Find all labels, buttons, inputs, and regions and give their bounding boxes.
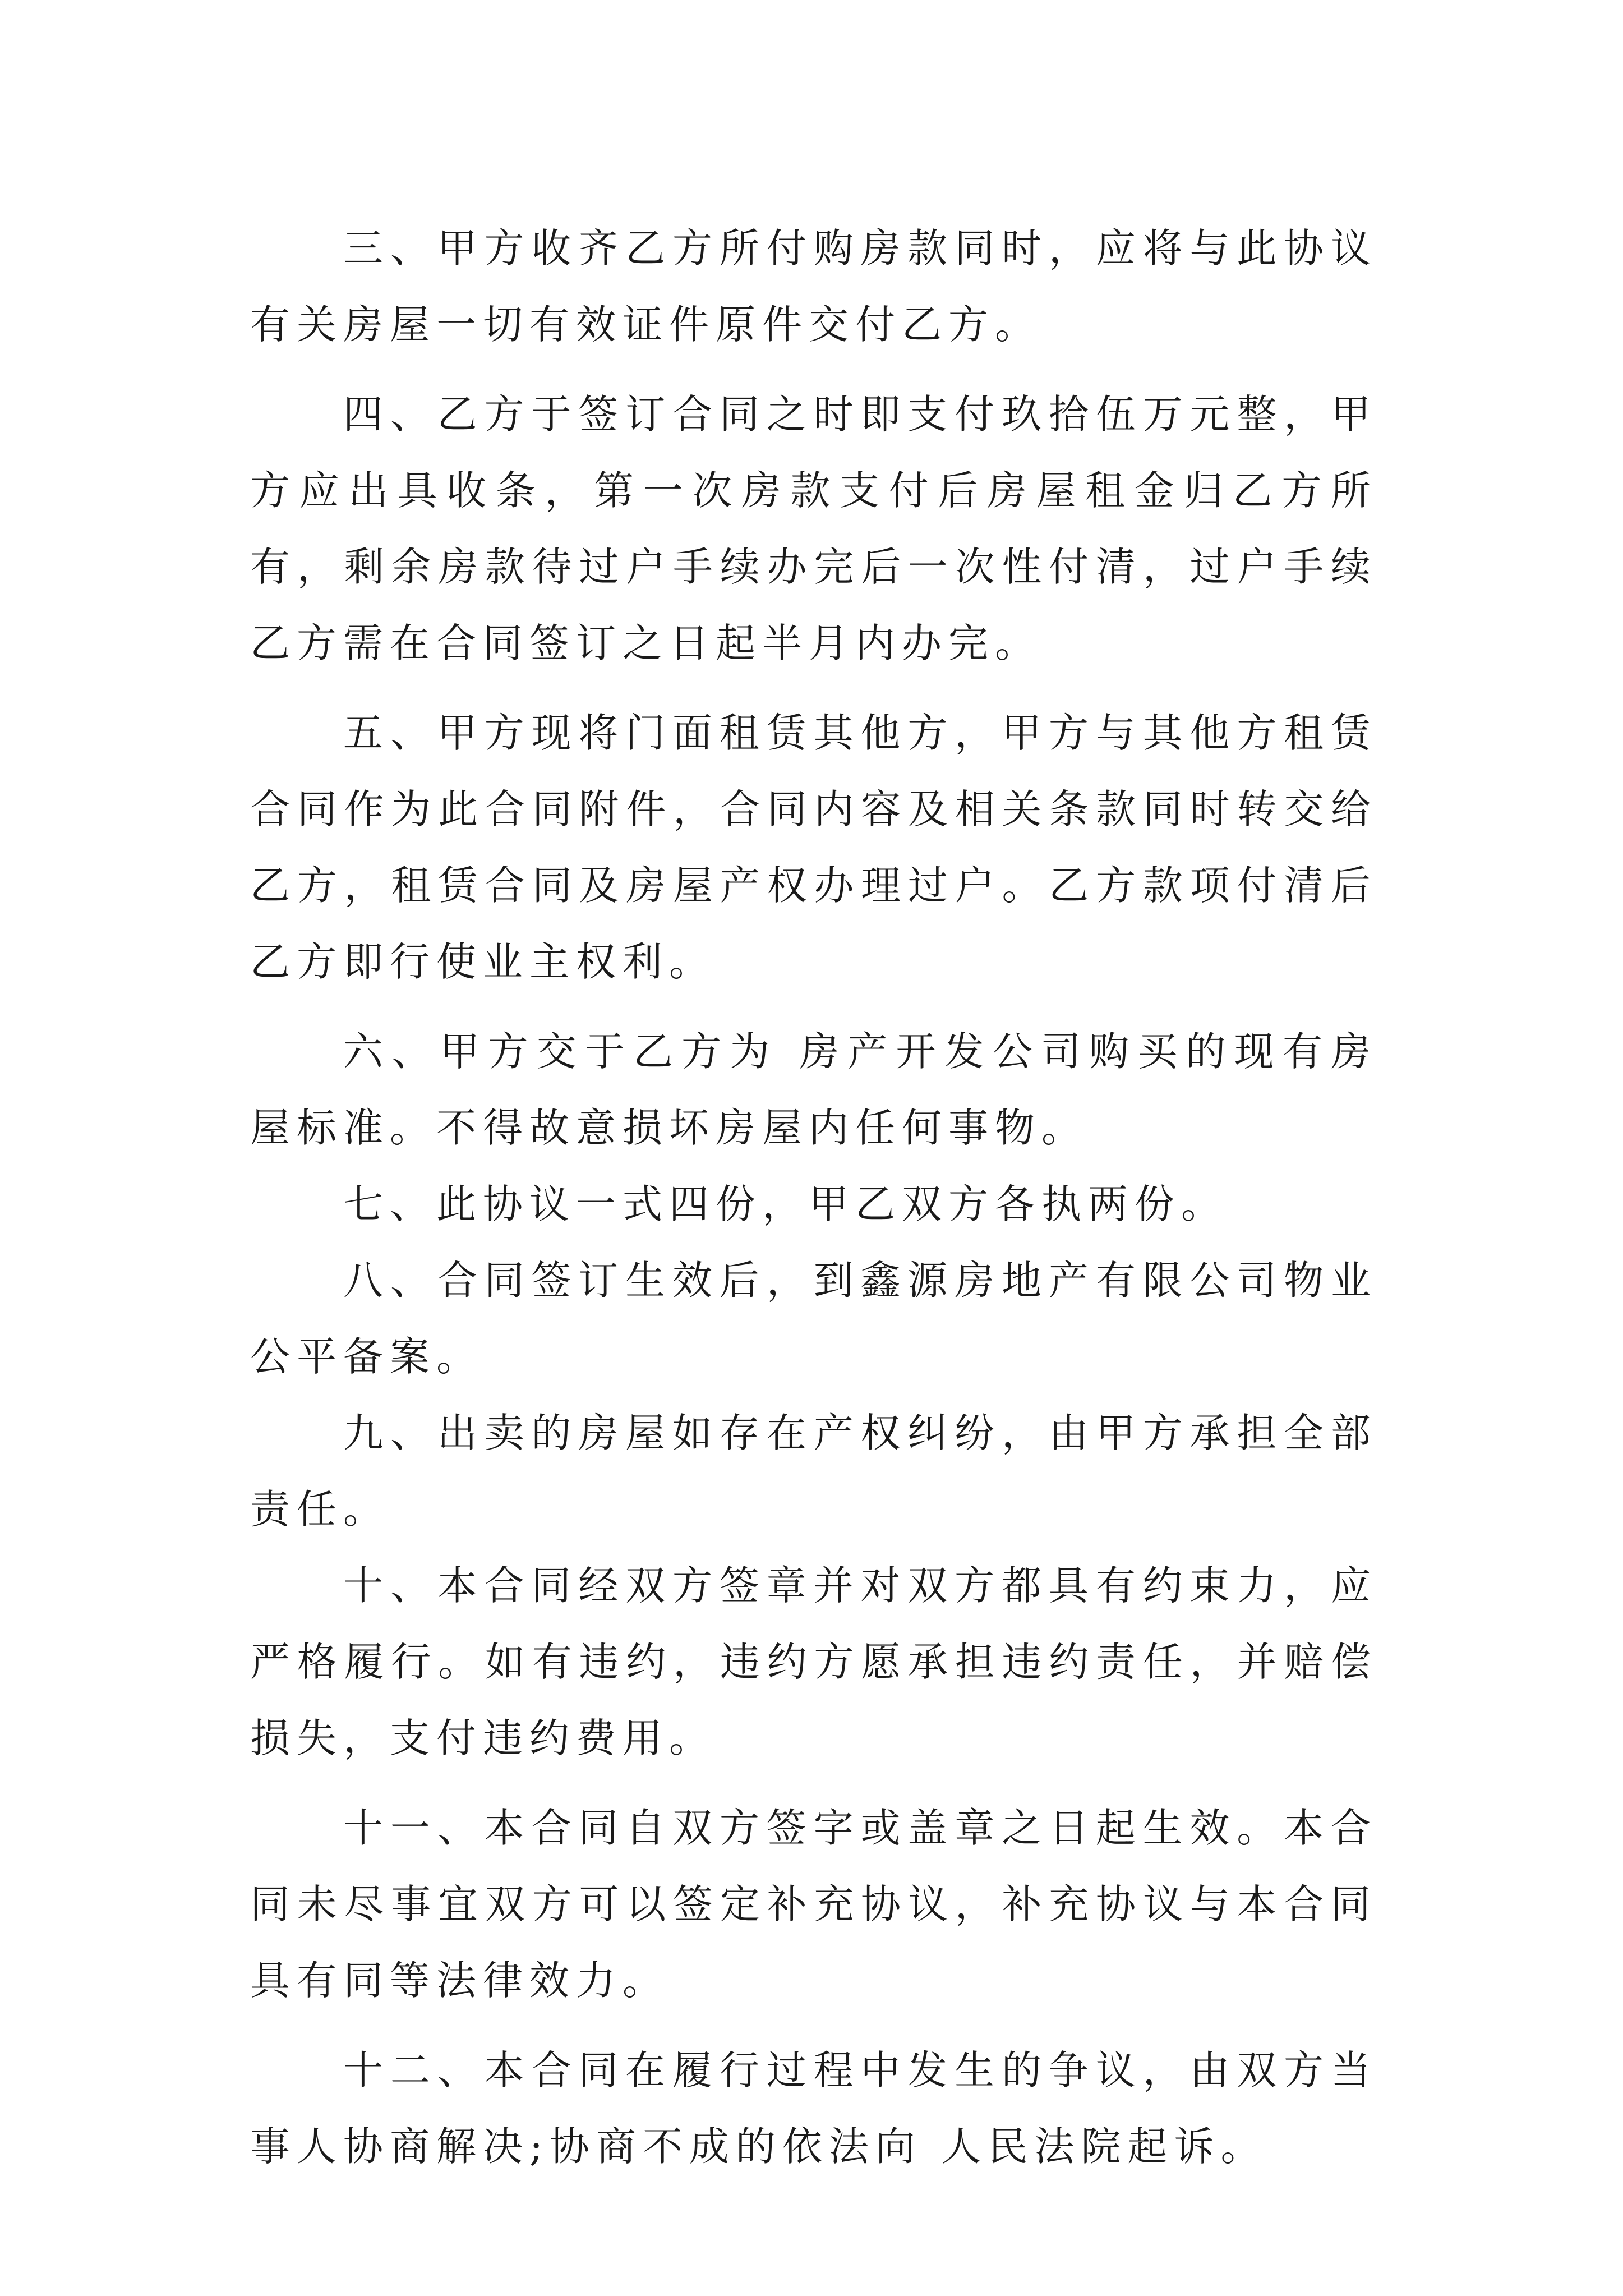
clause-8: 八、合同签订生效后，到鑫源房地产有限公司物业公平备案。 [250, 1257, 1377, 1380]
clause-3: 三、甲方收齐乙方所付购房款同时，应将与此协议有关房屋一切有效证件原件交付乙方。 [250, 225, 1377, 348]
clause-4: 四、乙方于签订合同之时即支付玖拾伍万元整，甲方应出具收条，第一次房款支付后房屋租金归乙方所有，剩余房款待过户手续办完后一次性付清，过户手续乙方需在合同签订之日起半月内办完。 [250, 391, 1377, 666]
clause-5: 五、甲方现将门面租赁其他方，甲方与其他方租赁合同作为此合同附件，合同内容及相关条款同时转交给乙方，租赁合同及房屋产权办理过户。乙方款项付清后乙方即行使业主权利。 [250, 710, 1377, 985]
clause-12: 十二、本合同在履行过程中发生的争议，由双方当事人协商解决;协商不成的依法向 人民法院起诉。 [250, 2047, 1377, 2170]
clause-10: 十、本合同经双方签章并对双方都具有约束力，应严格履行。如有违约，违约方愿承担违约责任，并赔偿损失，支付违约费用。 [250, 1562, 1377, 1761]
clause-11: 十一、本合同自双方签字或盖章之日起生效。本合同未尽事宜双方可以签定补充协议，补充协议与本合同具有同等法律效力。 [250, 1805, 1377, 2004]
contract-body [250, 210, 1377, 2185]
clause-6: 六、甲方交于乙方为 房产开发公司购买的现有房屋标准。不得故意损坏房屋内任何事物。 [250, 1028, 1377, 1151]
clause-9: 九、出卖的房屋如存在产权纠纷，由甲方承担全部责任。 [250, 1410, 1377, 1533]
clause-7: 七、此协议一式四份，甲乙双方各执两份。 [343, 1181, 1228, 1227]
